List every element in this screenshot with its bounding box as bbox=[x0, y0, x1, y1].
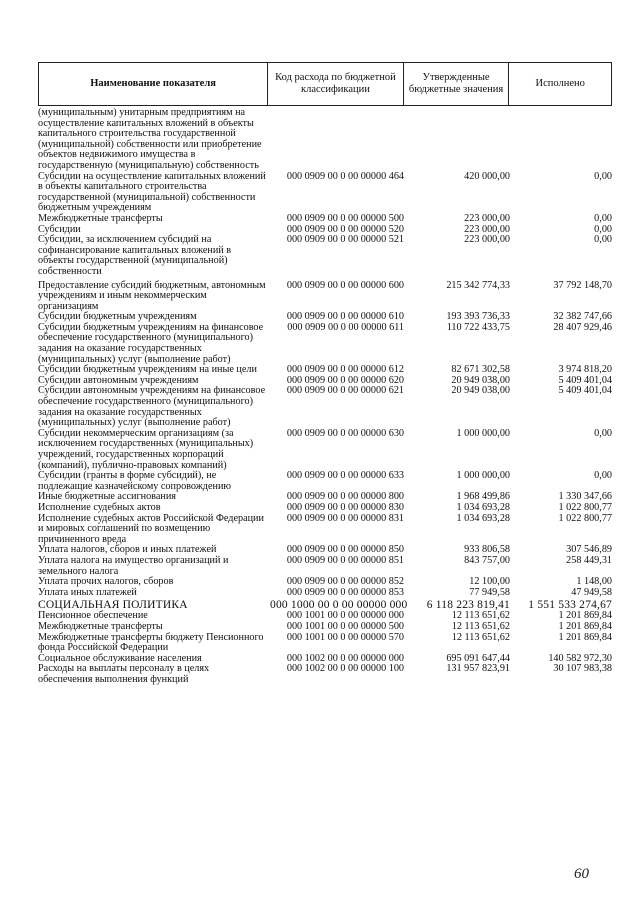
row-approved: 77 949,58 bbox=[469, 586, 510, 598]
row-name: Субсидии бюджетным учреждениям bbox=[38, 311, 197, 323]
row-approved: 193 393 736,33 bbox=[446, 311, 510, 323]
row-code: 000 1002 00 0 00 00000 100 bbox=[286, 663, 404, 675]
table-body bbox=[38, 108, 612, 685]
row-name: Уплата иных платежей bbox=[38, 586, 137, 598]
row-approved: 82 671 302,58 bbox=[451, 364, 510, 376]
row-approved: 843 757,00 bbox=[464, 554, 510, 566]
row-code: 000 0909 00 0 00 00000 612 bbox=[286, 364, 404, 376]
header-code: Код расхода по бюджетной классификации bbox=[268, 63, 404, 105]
row-executed: 32 382 747,66 bbox=[553, 311, 612, 323]
row-code: 000 0909 00 0 00 00000 600 bbox=[286, 279, 404, 291]
table-row bbox=[38, 588, 612, 599]
row-executed: 307 546,89 bbox=[566, 544, 612, 556]
row-name: Субсидии автономным учреждениям bbox=[38, 374, 199, 386]
row-executed: 37 792 148,70 bbox=[553, 279, 612, 291]
row-name: Субсидии некоммерческим организациям (за исключением государственных (муниципальных) учреждений, государственных корпораций (компаний), публично-правовых компаний) bbox=[38, 427, 254, 471]
row-executed: 1 148,00 bbox=[576, 576, 612, 588]
row-executed: 140 582 972,30 bbox=[548, 652, 612, 664]
row-code: 000 0909 00 0 00 00000 850 bbox=[286, 544, 404, 556]
table-row bbox=[38, 235, 612, 277]
row-name: Межбюджетные трансферты bbox=[38, 212, 163, 224]
row-code: 000 0909 00 0 00 00000 521 bbox=[286, 234, 404, 246]
row-approved: 12 113 651,62 bbox=[451, 631, 510, 643]
table-row bbox=[38, 429, 612, 471]
row-code: 000 0909 00 0 00 00000 621 bbox=[286, 385, 404, 397]
row-approved: 1 034 693,28 bbox=[456, 512, 510, 524]
row-approved: 6 118 223 819,41 bbox=[426, 599, 510, 612]
row-code: 000 1001 00 0 00 00000 500 bbox=[286, 620, 404, 632]
row-name: Межбюджетные трансферты bbox=[38, 620, 163, 632]
row-executed: 0,00 bbox=[594, 170, 612, 182]
row-executed: 28 407 929,46 bbox=[553, 321, 612, 333]
row-approved: 223 000,00 bbox=[464, 212, 510, 224]
table-row bbox=[38, 633, 612, 654]
row-name: Уплата налогов, сборов и иных платежей bbox=[38, 544, 217, 556]
table-row bbox=[38, 214, 612, 225]
row-approved: 1 000 000,00 bbox=[456, 470, 510, 482]
row-name: Уплата прочих налогов, сборов bbox=[38, 576, 174, 588]
row-code: 000 0909 00 0 00 00000 852 bbox=[286, 576, 404, 588]
row-code: 000 0909 00 0 00 00000 464 bbox=[286, 170, 404, 182]
row-approved: 933 806,58 bbox=[464, 544, 510, 556]
row-code: 000 0909 00 0 00 00000 800 bbox=[286, 491, 404, 503]
table-row bbox=[38, 471, 612, 492]
row-executed: 0,00 bbox=[594, 427, 612, 439]
row-executed: 258 449,31 bbox=[566, 554, 612, 566]
row-executed: 1 201 869,84 bbox=[558, 631, 612, 643]
row-name: Субсидии бюджетным учреждениям на иные цели bbox=[38, 364, 257, 376]
table-row bbox=[38, 386, 612, 428]
page-number: 60 bbox=[574, 866, 589, 882]
table-row bbox=[38, 514, 612, 546]
header-executed: Исполнено bbox=[535, 78, 585, 89]
row-code: 000 1001 00 0 00 00000 000 bbox=[286, 610, 404, 622]
row-approved: 20 949 038,00 bbox=[451, 385, 510, 397]
table-row bbox=[38, 664, 612, 685]
row-executed: 0,00 bbox=[594, 234, 612, 246]
row-executed bbox=[510, 108, 612, 172]
row-code: 000 0909 00 0 00 00000 520 bbox=[286, 223, 404, 235]
row-name: Субсидии на осуществление капитальных вложений в объекты капитального строительства государственной (муниципальной) собственности бюджетным учреждениям bbox=[38, 170, 266, 214]
table-row bbox=[38, 281, 612, 313]
table-row bbox=[38, 503, 612, 514]
row-name: Исполнение судебных актов bbox=[38, 501, 161, 513]
row-code: 000 0909 00 0 00 00000 620 bbox=[286, 374, 404, 386]
row-code: 000 0909 00 0 00 00000 831 bbox=[286, 512, 404, 524]
row-approved: 20 949 038,00 bbox=[451, 374, 510, 386]
row-name: Уплата налога на имущество организаций и земельного налога bbox=[38, 554, 229, 577]
row-approved: 12 113 651,62 bbox=[451, 620, 510, 632]
row-name: Исполнение судебных актов Российской Федерации и мировых соглашений по возмещению причиненного вреда bbox=[38, 512, 264, 545]
header-name: Наименование показателя bbox=[39, 63, 268, 105]
row-code: 000 1002 00 0 00 00000 000 bbox=[286, 652, 404, 664]
row-name: Расходы на выплаты персоналу в целях обеспечения выполнения функций bbox=[38, 663, 210, 685]
row-executed: 1 330 347,66 bbox=[558, 491, 612, 503]
row-name: СОЦИАЛЬНАЯ ПОЛИТИКА bbox=[38, 599, 188, 612]
row-approved: 223 000,00 bbox=[464, 234, 510, 246]
table-row bbox=[38, 172, 612, 214]
row-name: (муниципальным) унитарным предприятиям на осуществление капитальных вложений в объекты капитального строительства государственной (муниципальной) собственности или приобретение объектов недвижимого имущества в государственную (муниципальную) собственность bbox=[38, 107, 262, 171]
row-approved: 110 722 433,75 bbox=[446, 321, 510, 333]
row-name: Пенсионное обеспечение bbox=[38, 610, 148, 622]
row-code: 000 0909 00 0 00 00000 830 bbox=[286, 501, 404, 513]
row-name: Субсидии, за исключением субсидий на софинансирование капитальных вложений в объекты государственной (муниципальной) собственности bbox=[38, 234, 232, 277]
table-row bbox=[38, 622, 612, 633]
row-executed: 5 409 401,04 bbox=[558, 385, 612, 397]
row-approved bbox=[408, 108, 510, 172]
row-executed: 1 201 869,84 bbox=[558, 620, 612, 632]
row-executed: 1 022 800,77 bbox=[558, 512, 612, 524]
row-code: 000 0909 00 0 00 00000 610 bbox=[286, 311, 404, 323]
row-approved: 131 957 823,91 bbox=[446, 663, 510, 675]
row-approved: 1 968 499,86 bbox=[456, 491, 510, 503]
row-name: Предоставление субсидий бюджетным, автономным учреждениям и иным некоммерческим организациям bbox=[38, 279, 266, 312]
row-code: 000 0909 00 0 00 00000 611 bbox=[287, 321, 404, 333]
row-code bbox=[270, 108, 408, 172]
table-row bbox=[38, 556, 612, 577]
row-approved: 1 000 000,00 bbox=[456, 427, 510, 439]
row-executed: 0,00 bbox=[594, 223, 612, 235]
row-name: Субсидии автономным учреждениям на финансовое обеспечение государственного (муниципального) задания на оказание государственных (муниципальных) услуг (выполнение работ) bbox=[38, 385, 266, 429]
row-name: Субсидии bbox=[38, 223, 81, 235]
row-code: 000 1001 00 0 00 00000 570 bbox=[286, 631, 404, 643]
row-executed: 1 022 800,77 bbox=[558, 501, 612, 513]
row-code: 000 1000 00 0 00 00000 000 bbox=[270, 599, 408, 612]
row-name: Межбюджетные трансферты бюджету Пенсионного фонда Российской Федерации bbox=[38, 631, 264, 654]
row-executed: 47 949,58 bbox=[571, 586, 612, 598]
row-approved: 695 091 647,44 bbox=[446, 652, 510, 664]
table-row bbox=[38, 108, 612, 172]
row-name: Субсидии бюджетным учреждениям на финансовое обеспечение государственного (муниципального) задания на оказание государственных (муниципальных) услуг (выполнение работ) bbox=[38, 321, 264, 365]
row-executed: 5 409 401,04 bbox=[558, 374, 612, 386]
row-executed: 3 974 818,20 bbox=[558, 364, 612, 376]
table-row bbox=[38, 323, 612, 365]
row-approved: 223 000,00 bbox=[464, 223, 510, 235]
row-code: 000 0909 00 0 00 00000 633 bbox=[286, 470, 404, 482]
row-code: 000 0909 00 0 00 00000 500 bbox=[286, 212, 404, 224]
row-executed: 0,00 bbox=[594, 470, 612, 482]
row-approved: 1 034 693,28 bbox=[456, 501, 510, 513]
table-header bbox=[38, 62, 612, 106]
row-executed: 1 201 869,84 bbox=[558, 610, 612, 622]
row-executed: 0,00 bbox=[594, 212, 612, 224]
row-code: 000 0909 00 0 00 00000 851 bbox=[286, 554, 404, 566]
row-approved: 12 113 651,62 bbox=[451, 610, 510, 622]
row-executed: 30 107 983,38 bbox=[553, 663, 612, 675]
row-executed: 1 551 533 274,67 bbox=[528, 599, 612, 612]
row-approved: 215 342 774,33 bbox=[446, 279, 510, 291]
row-name: Иные бюджетные ассигнования bbox=[38, 491, 176, 503]
header-approved: Утвержденные бюджетные значения bbox=[404, 63, 510, 105]
row-code: 000 0909 00 0 00 00000 853 bbox=[286, 586, 404, 598]
row-name: Субсидии (гранты в форме субсидий), не подлежащие казначейскому сопровождению bbox=[38, 470, 232, 492]
row-approved: 420 000,00 bbox=[464, 170, 510, 182]
row-approved: 12 100,00 bbox=[469, 576, 510, 588]
row-code: 000 0909 00 0 00 00000 630 bbox=[286, 427, 404, 439]
row-name: Социальное обслуживание населения bbox=[38, 652, 202, 664]
